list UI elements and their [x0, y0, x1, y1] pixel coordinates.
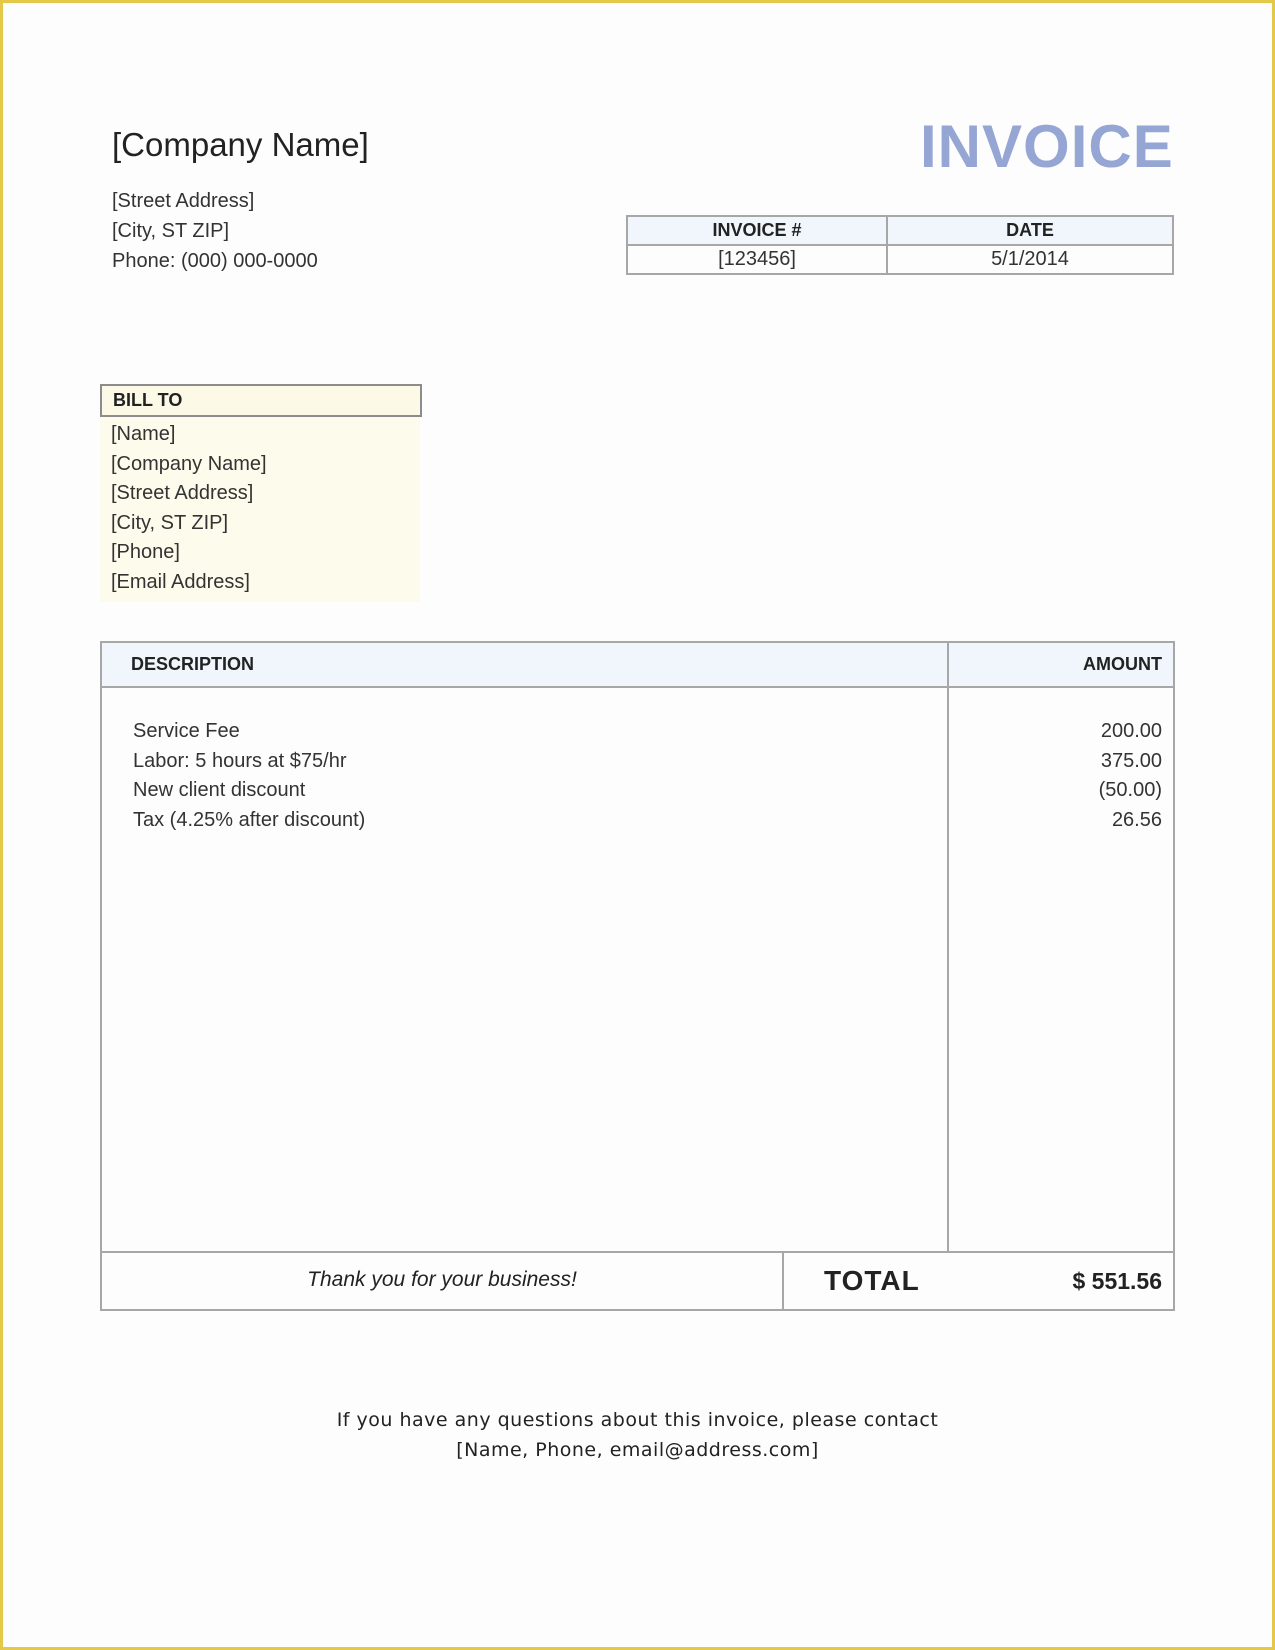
line-item-description: Service Fee [133, 720, 240, 742]
invoice-title: INVOICE [920, 113, 1174, 180]
bill-to-body [100, 417, 420, 602]
line-item-amount: (50.00) [1098, 779, 1162, 802]
contact-line-2: [Name, Phone, email@address.com] [456, 1439, 819, 1461]
totals-divider [782, 1253, 784, 1311]
company-phone: Phone: (000) 000-0000 [112, 250, 318, 272]
contact-note [0, 1405, 1275, 1465]
company-name: [Company Name] [112, 126, 369, 163]
bill-to-email: [Email Address] [111, 570, 250, 593]
description-header: DESCRIPTION [131, 654, 255, 674]
bill-to-block [100, 384, 422, 602]
invoice-number-value: [123456] [627, 245, 887, 274]
line-item-description: Labor: 5 hours at $75/hr [133, 749, 347, 772]
line-item-amount: 200.00 [1100, 720, 1162, 742]
line-items-table [100, 641, 1175, 1311]
bill-to-street: [Street Address] [111, 482, 254, 505]
company-street: [Street Address] [112, 190, 255, 212]
line-item-row [102, 717, 1173, 747]
total-label: TOTAL [824, 1265, 920, 1296]
line-items-rows [102, 717, 1173, 835]
date-label: DATE [887, 216, 1173, 245]
line-item-description: Tax (4.25% after discount) [133, 808, 366, 831]
line-item-row [102, 806, 1173, 836]
line-item-amount: 375.00 [1100, 749, 1162, 772]
line-item-amount: 26.56 [1111, 808, 1162, 831]
thank-you-note: Thank you for your business! [307, 1268, 577, 1291]
bill-to-header: BILL TO [100, 384, 422, 417]
invoice-meta-table [626, 215, 1174, 275]
contact-line-1: If you have any questions about this invoice, please contact [336, 1409, 939, 1431]
company-city: [City, ST ZIP] [112, 220, 230, 242]
bill-to-city: [City, ST ZIP] [111, 511, 229, 534]
amount-header: AMOUNT [1083, 654, 1162, 674]
line-item-description: New client discount [133, 779, 306, 802]
line-item-row [102, 776, 1173, 806]
company-address [112, 186, 318, 276]
date-value: 5/1/2014 [887, 245, 1173, 274]
bill-to-company: [Company Name] [111, 452, 267, 475]
bill-to-phone: [Phone] [111, 541, 180, 564]
total-value: $ 551.56 [1072, 1268, 1162, 1294]
line-item-row [102, 747, 1173, 777]
invoice-number-label: INVOICE # [627, 216, 887, 245]
line-items-header [102, 643, 1173, 688]
bill-to-name: [Name] [111, 423, 176, 445]
totals-row [102, 1251, 1173, 1311]
